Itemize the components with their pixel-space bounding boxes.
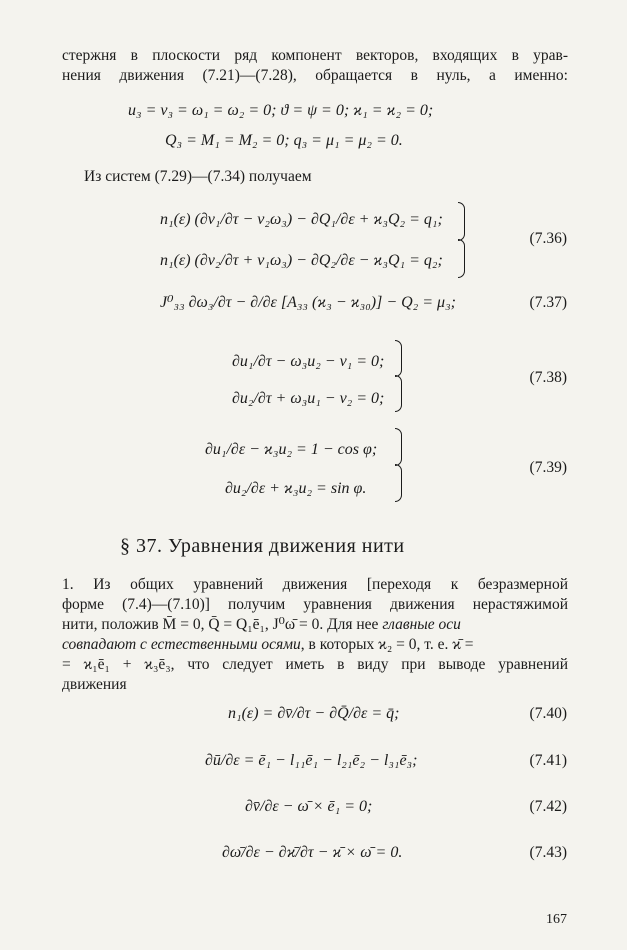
equation-number: (7.40): [529, 705, 567, 722]
equation-7-36-line-1: n₁(ε) (∂v₁/∂τ − v₂ω₃) − ∂Q₁/∂ε + ϰ₃Q₂ = q₁;: [160, 211, 443, 228]
equation-7-36-line-2: n₁(ε) (∂v₂/∂τ + v₁ω₃) − ∂Q₂/∂ε − ϰ₃Q₁ = q₂;: [160, 252, 443, 269]
section-heading: § 37. Уравнения движения нити: [120, 535, 405, 557]
paragraph-line: Из систем (7.29)—(7.34) получаем: [84, 168, 312, 185]
paragraph-line: [62, 616, 568, 634]
equation-7-40: n₁(ε) = ∂v̄/∂τ − ∂Q̄/∂ε = q̄;: [228, 705, 400, 722]
text-run-italic: совпадают с естественными осями: [62, 636, 301, 653]
paragraph-line: нения движения (7.21)—(7.28), обращается в нуль, а именно:: [62, 67, 568, 84]
paragraph-line: форме (7.4)—(7.10)] получим уравнения движения нерастяжимой: [62, 596, 568, 613]
equation-number: (7.37): [529, 294, 567, 311]
equation-number: (7.38): [529, 369, 567, 386]
text-run: нити, положив M̄ = 0, Q̄ = Q₁ē₁, J⁰ω̄ = 0. Для нее: [62, 616, 383, 633]
brace-bottom: [395, 375, 402, 412]
equation-zero-conditions-2: Q₃ = M₁ = M₂ = 0; q₃ = μ₁ = μ₂ = 0.: [165, 132, 403, 149]
paragraph-line: движения: [62, 676, 127, 693]
brace-top: [395, 340, 402, 377]
equation-7-43: ∂ω̄/∂ε − ∂ϰ̄/∂τ − ϰ̄ × ω̄ = 0.: [222, 844, 403, 861]
equation-7-39-line-1: ∂u₁/∂ε − ϰ₃u₂ = 1 − cos φ;: [205, 441, 378, 458]
text-run: , в которых ϰ₂ = 0, т. е. ϰ̄ =: [300, 636, 474, 653]
equation-7-38-line-1: ∂u₁/∂τ − ω₃u₂ − v₁ = 0;: [232, 353, 385, 370]
paragraph-line: стержня в плоскости ряд компонент векторов, входящих в урав-: [62, 47, 568, 64]
equation-number: (7.42): [529, 798, 567, 815]
brace-bottom: [395, 464, 402, 502]
paragraph-line: 1. Из общих уравнений движения [переходя к безразмерной: [62, 576, 568, 593]
equation-7-38-line-2: ∂u₂/∂τ + ω₃u₁ − v₂ = 0;: [232, 390, 385, 407]
brace-bottom: [458, 239, 465, 278]
text-run-italic: главные оси: [382, 616, 461, 633]
equation-7-41: ∂ū/∂ε = ē₁ − l₁₁ē₁ − l₂₁ē₂ − l₃₁ē₃;: [205, 752, 418, 769]
paragraph-line: = ϰ₁ē₁ + ϰ₃ē₃, что следует иметь в виду при выводе уравнений: [62, 656, 568, 673]
equation-number: (7.43): [529, 844, 567, 861]
equation-7-39-line-2: ∂u₂/∂ε + ϰ₃u₂ = sin φ.: [225, 480, 367, 497]
equation-number: (7.41): [529, 752, 567, 769]
paragraph-line: [62, 636, 568, 654]
brace-top: [458, 202, 465, 241]
equation-number: (7.39): [529, 459, 567, 476]
brace-top: [395, 428, 402, 466]
equation-7-37: J⁰₃₃ ∂ω₃/∂τ − ∂/∂ε [A₃₃ (ϰ₃ − ϰ₃₀)] − Q₂ = μ₃;: [160, 294, 456, 311]
equation-number: (7.36): [529, 230, 567, 247]
equation-7-42: ∂v̄/∂ε − ω̄ × ē₁ = 0;: [245, 798, 373, 815]
equation-zero-conditions-1: u₃ = v₃ = ω₁ = ω₂ = 0; ϑ = ψ = 0; ϰ₁ = ϰ₂ = 0;: [128, 102, 434, 119]
page-number: 167: [546, 912, 567, 927]
